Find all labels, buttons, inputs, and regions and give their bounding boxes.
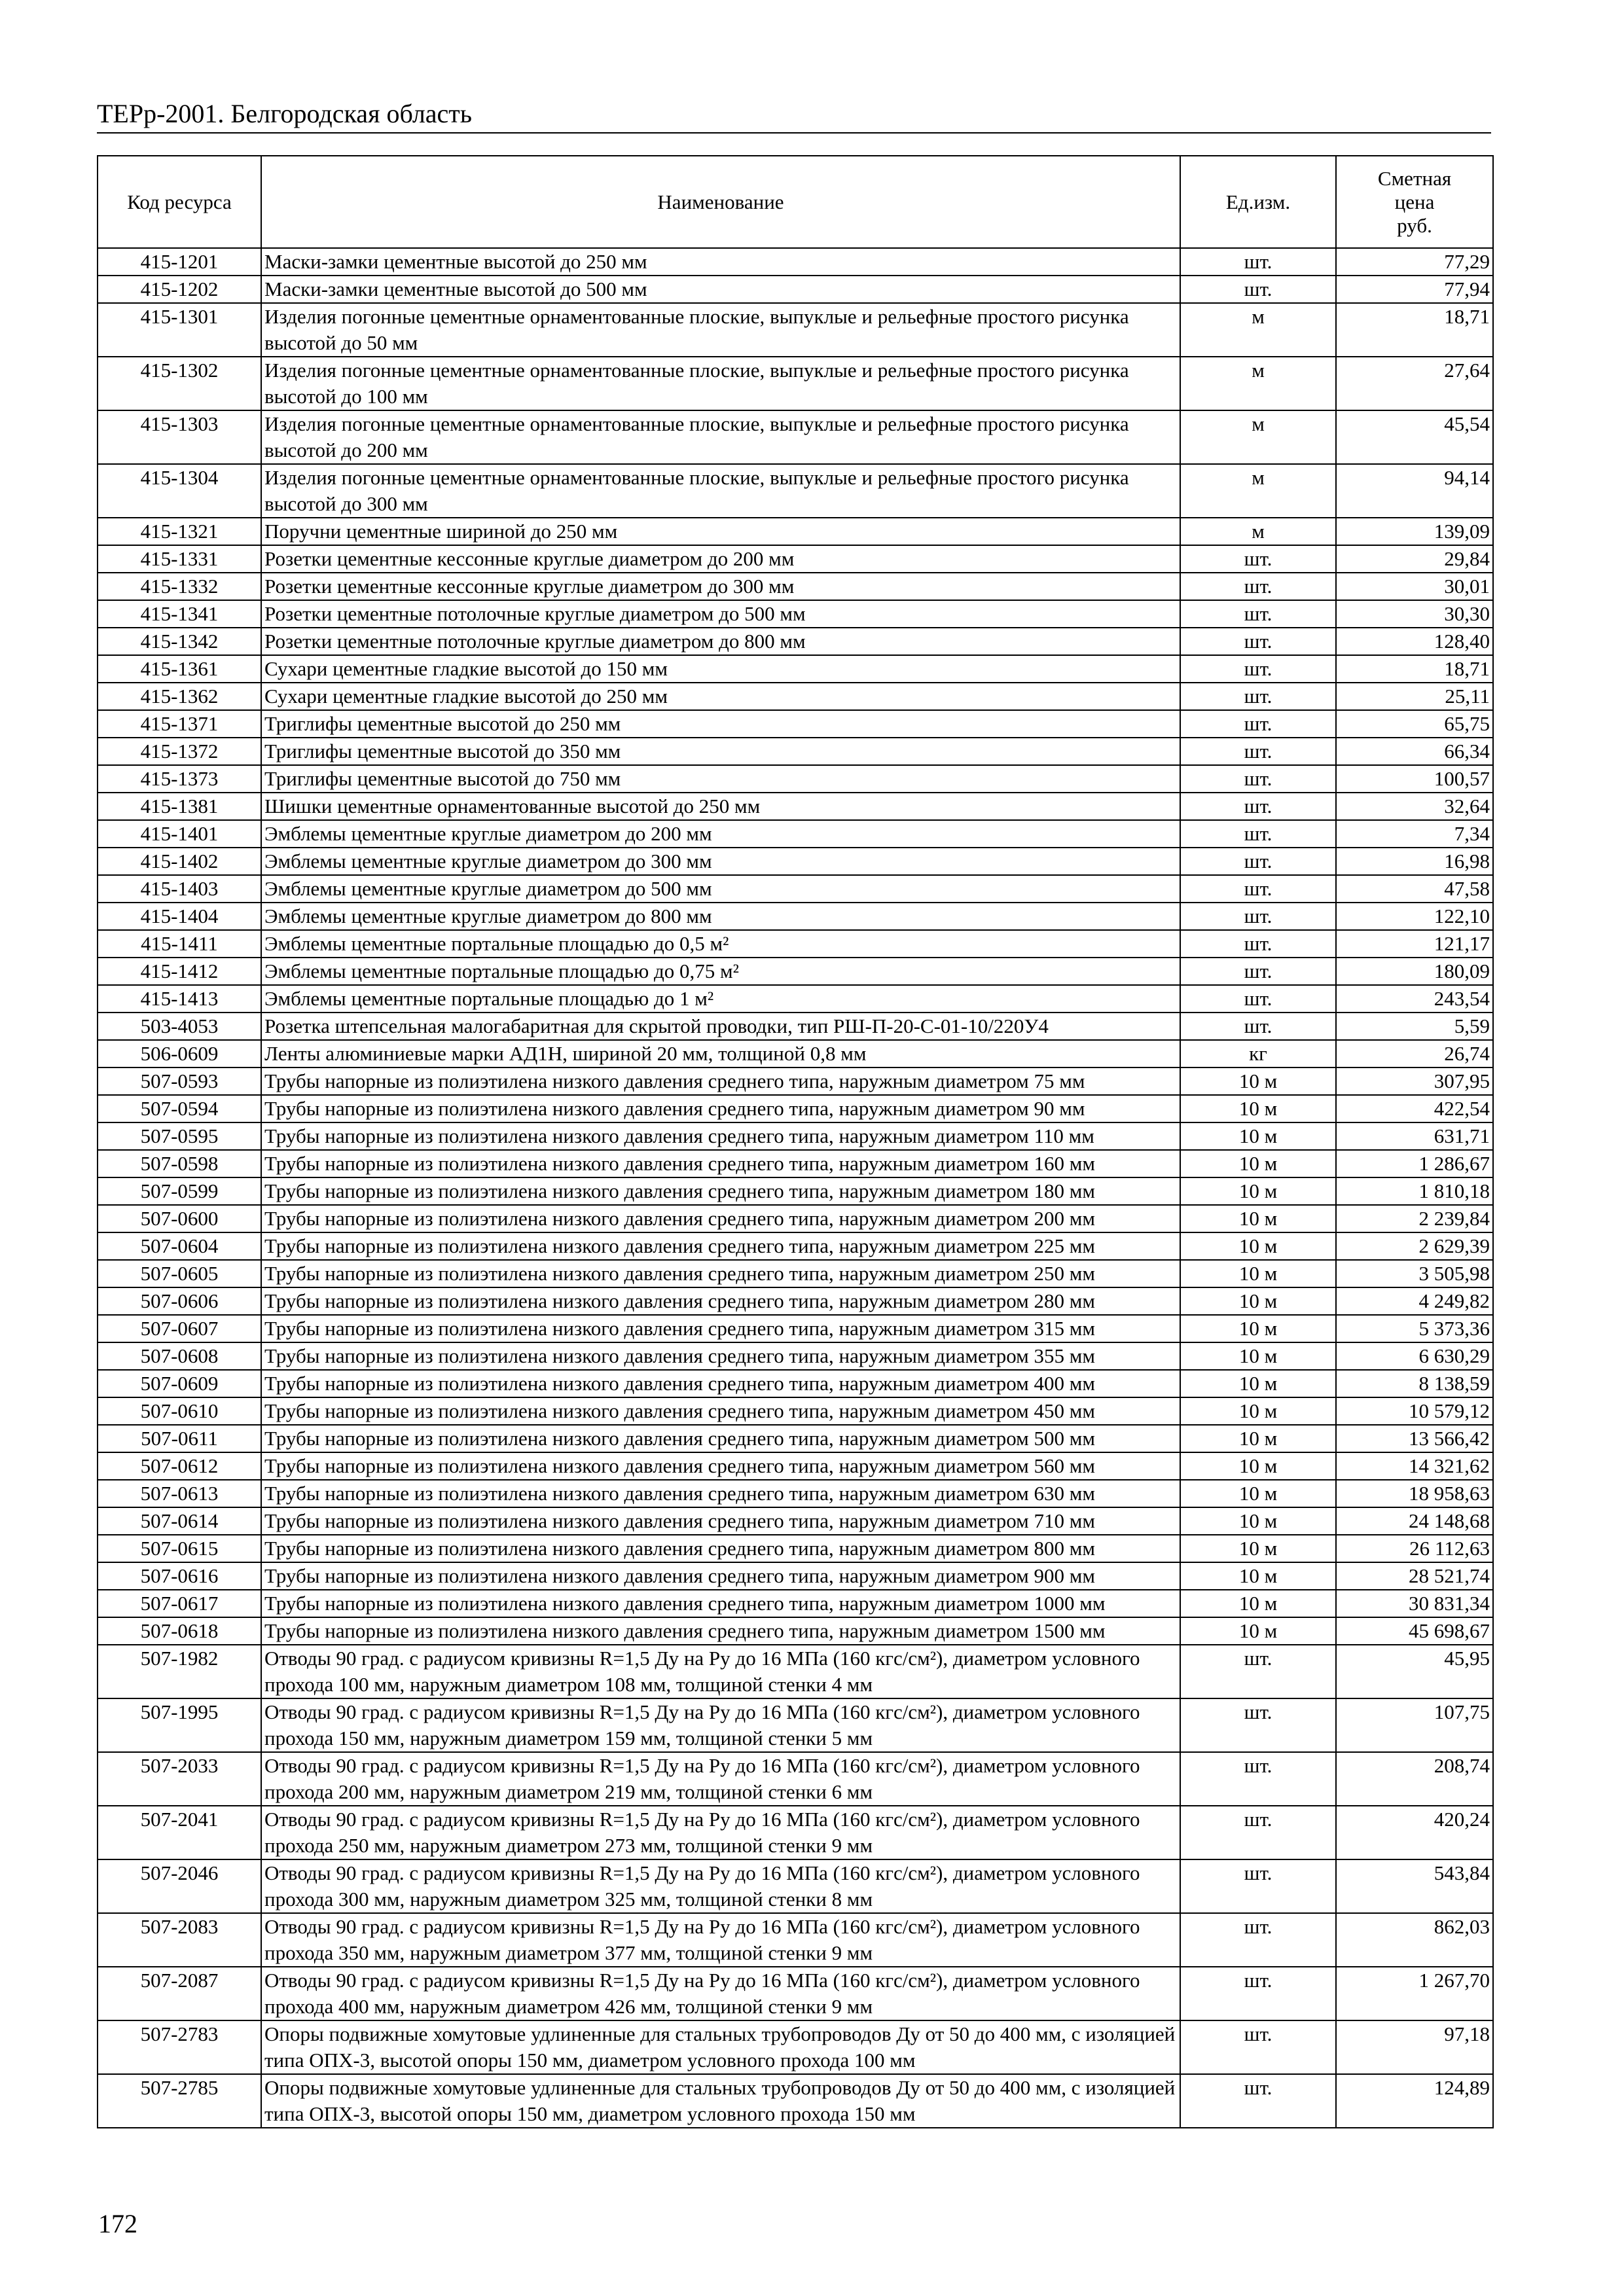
unit-cell: шт. — [1180, 1859, 1336, 1913]
resource-code-cell: 415-1362 — [98, 683, 261, 710]
resource-code-cell: 415-1361 — [98, 655, 261, 683]
resource-name-cell: Изделия погонные цементные орнаментованные плоские, выпуклые и рельефные простого рисунка высотой до 50 мм — [261, 303, 1180, 357]
unit-cell: 10 м — [1180, 1315, 1336, 1342]
table-row — [98, 683, 1493, 710]
unit-cell: 10 м — [1180, 1232, 1336, 1260]
price-cell: 139,09 — [1336, 518, 1493, 545]
unit-cell: м — [1180, 357, 1336, 410]
resource-code-cell: 507-2087 — [98, 1967, 261, 2020]
resource-code-cell: 507-0595 — [98, 1122, 261, 1150]
price-header-line: цена — [1394, 190, 1435, 213]
resource-code-cell: 415-1403 — [98, 875, 261, 903]
resource-name-cell: Поручни цементные шириной до 250 мм — [261, 518, 1180, 545]
unit-cell: 10 м — [1180, 1507, 1336, 1535]
document-title: ТЕРр-2001. Белгородская область — [97, 99, 473, 128]
resource-name-cell: Трубы напорные из полиэтилена низкого давления среднего типа, наружным диаметром 560 мм — [261, 1452, 1180, 1480]
resource-code-cell: 507-0618 — [98, 1617, 261, 1645]
unit-cell: 10 м — [1180, 1425, 1336, 1452]
unit-cell: шт. — [1180, 903, 1336, 930]
resource-name-cell: Шишки цементные орнаментованные высотой до 250 мм — [261, 793, 1180, 820]
resource-code-cell: 507-1982 — [98, 1645, 261, 1698]
resource-code-cell: 415-1332 — [98, 573, 261, 600]
table-row — [98, 410, 1493, 464]
table-row — [98, 1232, 1493, 1260]
resource-code-cell: 507-0604 — [98, 1232, 261, 1260]
resource-code-cell: 507-0598 — [98, 1150, 261, 1177]
table-row — [98, 1122, 1493, 1150]
resource-code-cell: 507-0612 — [98, 1452, 261, 1480]
price-cell: 5,59 — [1336, 1013, 1493, 1040]
price-cell: 32,64 — [1336, 793, 1493, 820]
resource-name-cell: Трубы напорные из полиэтилена низкого давления среднего типа, наружным диаметром 75 мм — [261, 1067, 1180, 1095]
price-cell: 422,54 — [1336, 1095, 1493, 1122]
table-row — [98, 2020, 1493, 2074]
price-cell: 30,30 — [1336, 600, 1493, 628]
unit-cell: шт. — [1180, 765, 1336, 793]
resource-code-cell: 507-0594 — [98, 1095, 261, 1122]
table-row — [98, 793, 1493, 820]
table-row — [98, 1287, 1493, 1315]
price-cell: 128,40 — [1336, 628, 1493, 655]
price-header-line: Сметная — [1377, 166, 1452, 190]
unit-cell: шт. — [1180, 2020, 1336, 2074]
resource-code-cell: 503-4053 — [98, 1013, 261, 1040]
resource-code-cell: 415-1342 — [98, 628, 261, 655]
resource-code-cell: 507-0593 — [98, 1067, 261, 1095]
resource-name-cell: Розетки цементные потолочные круглые диаметром до 500 мм — [261, 600, 1180, 628]
price-cell: 1 810,18 — [1336, 1177, 1493, 1205]
price-cell: 18 958,63 — [1336, 1480, 1493, 1507]
unit-cell: 10 м — [1180, 1067, 1336, 1095]
table-row — [98, 357, 1493, 410]
price-cell: 29,84 — [1336, 545, 1493, 573]
resource-price-table — [97, 155, 1494, 2128]
resource-code-cell: 415-1413 — [98, 985, 261, 1013]
table-row — [98, 628, 1493, 655]
resource-code-cell: 507-0617 — [98, 1590, 261, 1617]
resource-name-cell: Отводы 90 град. с радиусом кривизны R=1,5 Ду на Ру до 16 МПа (160 кгс/см²), диаметром условного прохода 250 мм, наружным диаметром 273 мм, толщиной стенки 9 мм — [261, 1806, 1180, 1859]
resource-code-cell: 415-1321 — [98, 518, 261, 545]
price-cell: 631,71 — [1336, 1122, 1493, 1150]
price-cell: 10 579,12 — [1336, 1397, 1493, 1425]
table-body — [98, 248, 1493, 2128]
resource-code-cell: 415-1202 — [98, 276, 261, 303]
price-cell: 45 698,67 — [1336, 1617, 1493, 1645]
table-row — [98, 1535, 1493, 1562]
resource-name-cell: Трубы напорные из полиэтилена низкого давления среднего типа, наружным диаметром 90 мм — [261, 1095, 1180, 1122]
price-cell: 122,10 — [1336, 903, 1493, 930]
unit-cell: шт. — [1180, 1752, 1336, 1806]
resource-code-cell: 507-2041 — [98, 1806, 261, 1859]
resource-name-cell: Трубы напорные из полиэтилена низкого давления среднего типа, наружным диаметром 200 мм — [261, 1205, 1180, 1232]
price-cell: 45,95 — [1336, 1645, 1493, 1698]
unit-cell: 10 м — [1180, 1095, 1336, 1122]
resource-name-cell: Трубы напорные из полиэтилена низкого давления среднего типа, наружным диаметром 1500 мм — [261, 1617, 1180, 1645]
resource-code-cell: 415-1301 — [98, 303, 261, 357]
unit-cell: 10 м — [1180, 1480, 1336, 1507]
unit-cell: шт. — [1180, 683, 1336, 710]
column-header-name: Наименование — [261, 156, 1180, 248]
table-row — [98, 903, 1493, 930]
price-cell: 180,09 — [1336, 958, 1493, 985]
resource-code-cell: 507-2046 — [98, 1859, 261, 1913]
table-row — [98, 464, 1493, 518]
price-cell: 100,57 — [1336, 765, 1493, 793]
unit-cell: шт. — [1180, 1645, 1336, 1698]
table-row — [98, 1177, 1493, 1205]
table-row — [98, 276, 1493, 303]
resource-name-cell: Трубы напорные из полиэтилена низкого давления среднего типа, наружным диаметром 110 мм — [261, 1122, 1180, 1150]
unit-cell: 10 м — [1180, 1590, 1336, 1617]
table-row — [98, 1645, 1493, 1698]
table-row — [98, 2074, 1493, 2128]
resource-name-cell: Трубы напорные из полиэтилена низкого давления среднего типа, наружным диаметром 160 мм — [261, 1150, 1180, 1177]
table-row — [98, 303, 1493, 357]
price-cell: 28 521,74 — [1336, 1562, 1493, 1590]
resource-code-cell: 415-1373 — [98, 765, 261, 793]
resource-name-cell: Отводы 90 град. с радиусом кривизны R=1,5 Ду на Ру до 16 МПа (160 кгс/см²), диаметром условного прохода 400 мм, наружным диаметром 426 мм, толщиной стенки 9 мм — [261, 1967, 1180, 2020]
table-row — [98, 518, 1493, 545]
resource-name-cell: Эмблемы цементные портальные площадью до 0,75 м² — [261, 958, 1180, 985]
table-row — [98, 1315, 1493, 1342]
unit-cell: шт. — [1180, 820, 1336, 848]
resource-name-cell: Розетка штепсельная малогабаритная для скрытой проводки, тип РШ-П-20-С-01-10/220У4 — [261, 1013, 1180, 1040]
table-row — [98, 765, 1493, 793]
table-row — [98, 1913, 1493, 1967]
unit-cell: м — [1180, 303, 1336, 357]
price-cell: 7,34 — [1336, 820, 1493, 848]
unit-cell: м — [1180, 518, 1336, 545]
table-row — [98, 1752, 1493, 1806]
resource-name-cell: Трубы напорные из полиэтилена низкого давления среднего типа, наружным диаметром 180 мм — [261, 1177, 1180, 1205]
resource-name-cell: Трубы напорные из полиэтилена низкого давления среднего типа, наружным диаметром 250 мм — [261, 1260, 1180, 1287]
resource-name-cell: Отводы 90 град. с радиусом кривизны R=1,5 Ду на Ру до 16 МПа (160 кгс/см²), диаметром условного прохода 150 мм, наружным диаметром 159 мм, толщиной стенки 5 мм — [261, 1698, 1180, 1752]
unit-cell: шт. — [1180, 875, 1336, 903]
resource-code-cell: 415-1331 — [98, 545, 261, 573]
table-row — [98, 1425, 1493, 1452]
resource-code-cell: 507-2785 — [98, 2074, 261, 2128]
resource-code-cell: 507-0607 — [98, 1315, 261, 1342]
unit-cell: шт. — [1180, 1013, 1336, 1040]
resource-name-cell: Маски-замки цементные высотой до 250 мм — [261, 248, 1180, 276]
table-row — [98, 1806, 1493, 1859]
unit-cell: 10 м — [1180, 1397, 1336, 1425]
table-row — [98, 1967, 1493, 2020]
price-cell: 121,17 — [1336, 930, 1493, 958]
price-cell: 2 629,39 — [1336, 1232, 1493, 1260]
page-number: 172 — [98, 2209, 137, 2238]
resource-name-cell: Отводы 90 град. с радиусом кривизны R=1,5 Ду на Ру до 16 МПа (160 кгс/см²), диаметром условного прохода 350 мм, наружным диаметром 377 мм, толщиной стенки 9 мм — [261, 1913, 1180, 1967]
resource-code-cell: 415-1411 — [98, 930, 261, 958]
resource-code-cell: 507-2783 — [98, 2020, 261, 2074]
price-cell: 94,14 — [1336, 464, 1493, 518]
unit-cell: 10 м — [1180, 1122, 1336, 1150]
price-cell: 243,54 — [1336, 985, 1493, 1013]
table-row — [98, 1150, 1493, 1177]
table-row — [98, 600, 1493, 628]
price-cell: 124,89 — [1336, 2074, 1493, 2128]
unit-cell: шт. — [1180, 793, 1336, 820]
resource-name-cell: Эмблемы цементные круглые диаметром до 300 мм — [261, 848, 1180, 875]
resource-name-cell: Изделия погонные цементные орнаментованные плоские, выпуклые и рельефные простого рисунка высотой до 100 мм — [261, 357, 1180, 410]
unit-cell: шт. — [1180, 930, 1336, 958]
table-row — [98, 820, 1493, 848]
resource-name-cell: Трубы напорные из полиэтилена низкого давления среднего типа, наружным диаметром 450 мм — [261, 1397, 1180, 1425]
price-cell: 27,64 — [1336, 357, 1493, 410]
price-cell: 14 321,62 — [1336, 1452, 1493, 1480]
table-row — [98, 710, 1493, 738]
table-row — [98, 1617, 1493, 1645]
unit-cell: шт. — [1180, 985, 1336, 1013]
table-row — [98, 655, 1493, 683]
resource-code-cell: 507-0610 — [98, 1397, 261, 1425]
table-row — [98, 545, 1493, 573]
table-row — [98, 1859, 1493, 1913]
resource-name-cell: Отводы 90 град. с радиусом кривизны R=1,5 Ду на Ру до 16 МПа (160 кгс/см²), диаметром условного прохода 100 мм, наружным диаметром 108 мм, толщиной стенки 4 мм — [261, 1645, 1180, 1698]
table-row — [98, 738, 1493, 765]
price-cell: 77,29 — [1336, 248, 1493, 276]
unit-cell: шт. — [1180, 545, 1336, 573]
resource-code-cell: 415-1402 — [98, 848, 261, 875]
resource-name-cell: Маски-замки цементные высотой до 500 мм — [261, 276, 1180, 303]
resource-name-cell: Эмблемы цементные круглые диаметром до 800 мм — [261, 903, 1180, 930]
unit-cell: шт. — [1180, 1913, 1336, 1967]
page-header — [97, 97, 1491, 134]
table-row — [98, 248, 1493, 276]
resource-name-cell: Трубы напорные из полиэтилена низкого давления среднего типа, наружным диаметром 900 мм — [261, 1562, 1180, 1590]
resource-code-cell: 415-1303 — [98, 410, 261, 464]
price-cell: 13 566,42 — [1336, 1425, 1493, 1452]
unit-cell: м — [1180, 464, 1336, 518]
price-cell: 4 249,82 — [1336, 1287, 1493, 1315]
column-header-unit: Ед.изм. — [1180, 156, 1336, 248]
unit-cell: м — [1180, 410, 1336, 464]
unit-cell: шт. — [1180, 573, 1336, 600]
table-row — [98, 848, 1493, 875]
table-row — [98, 1095, 1493, 1122]
resource-name-cell: Опоры подвижные хомутовые удлиненные для стальных трубопроводов Ду от 50 до 400 мм, с изоляцией типа ОПХ-3, высотой опоры 150 мм, диаметром условного прохода 100 мм — [261, 2020, 1180, 2074]
price-cell: 47,58 — [1336, 875, 1493, 903]
unit-cell: 10 м — [1180, 1260, 1336, 1287]
price-cell: 1 267,70 — [1336, 1967, 1493, 2020]
unit-cell: шт. — [1180, 1967, 1336, 2020]
resource-name-cell: Трубы напорные из полиэтилена низкого давления среднего типа, наружным диаметром 400 мм — [261, 1370, 1180, 1397]
unit-cell: шт. — [1180, 738, 1336, 765]
resource-name-cell: Трубы напорные из полиэтилена низкого давления среднего типа, наружным диаметром 500 мм — [261, 1425, 1180, 1452]
price-cell: 862,03 — [1336, 1913, 1493, 1967]
table-row — [98, 1067, 1493, 1095]
price-cell: 66,34 — [1336, 738, 1493, 765]
resource-code-cell: 507-0600 — [98, 1205, 261, 1232]
resource-name-cell: Сухари цементные гладкие высотой до 150 мм — [261, 655, 1180, 683]
resource-name-cell: Трубы напорные из полиэтилена низкого давления среднего типа, наружным диаметром 225 мм — [261, 1232, 1180, 1260]
table-row — [98, 1480, 1493, 1507]
resource-name-cell: Розетки цементные кессонные круглые диаметром до 300 мм — [261, 573, 1180, 600]
resource-name-cell: Трубы напорные из полиэтилена низкого давления среднего типа, наружным диаметром 315 мм — [261, 1315, 1180, 1342]
resource-code-cell: 507-0616 — [98, 1562, 261, 1590]
table-row — [98, 1590, 1493, 1617]
table-row — [98, 1342, 1493, 1370]
resource-code-cell: 415-1404 — [98, 903, 261, 930]
price-cell: 30 831,34 — [1336, 1590, 1493, 1617]
table-row — [98, 958, 1493, 985]
unit-cell: шт. — [1180, 628, 1336, 655]
price-cell: 1 286,67 — [1336, 1150, 1493, 1177]
price-header-line: руб. — [1397, 213, 1432, 237]
price-cell: 18,71 — [1336, 655, 1493, 683]
resource-code-cell: 507-0605 — [98, 1260, 261, 1287]
table-row — [98, 875, 1493, 903]
unit-cell: шт. — [1180, 958, 1336, 985]
table-row — [98, 930, 1493, 958]
resource-code-cell: 415-1372 — [98, 738, 261, 765]
price-cell: 2 239,84 — [1336, 1205, 1493, 1232]
resource-name-cell: Розетки цементные потолочные круглые диаметром до 800 мм — [261, 628, 1180, 655]
resource-code-cell: 415-1381 — [98, 793, 261, 820]
price-cell: 18,71 — [1336, 303, 1493, 357]
unit-cell: 10 м — [1180, 1342, 1336, 1370]
resource-code-cell: 506-0609 — [98, 1040, 261, 1067]
resource-name-cell: Изделия погонные цементные орнаментованные плоские, выпуклые и рельефные простого рисунка высотой до 300 мм — [261, 464, 1180, 518]
unit-cell: шт. — [1180, 848, 1336, 875]
resource-code-cell: 507-0609 — [98, 1370, 261, 1397]
resource-name-cell: Эмблемы цементные круглые диаметром до 200 мм — [261, 820, 1180, 848]
table-row — [98, 985, 1493, 1013]
resource-code-cell: 507-0606 — [98, 1287, 261, 1315]
price-cell: 26 112,63 — [1336, 1535, 1493, 1562]
unit-cell: 10 м — [1180, 1452, 1336, 1480]
price-cell: 8 138,59 — [1336, 1370, 1493, 1397]
price-cell: 45,54 — [1336, 410, 1493, 464]
resource-code-cell: 507-0615 — [98, 1535, 261, 1562]
resource-code-cell: 507-0614 — [98, 1507, 261, 1535]
resource-code-cell: 415-1304 — [98, 464, 261, 518]
unit-cell: шт. — [1180, 1698, 1336, 1752]
resource-name-cell: Сухари цементные гладкие высотой до 250 мм — [261, 683, 1180, 710]
column-header-code: Код ресурса — [98, 156, 261, 248]
table-row — [98, 1507, 1493, 1535]
table-row — [98, 1205, 1493, 1232]
resource-name-cell: Трубы напорные из полиэтилена низкого давления среднего типа, наружным диаметром 280 мм — [261, 1287, 1180, 1315]
resource-name-cell: Триглифы цементные высотой до 350 мм — [261, 738, 1180, 765]
column-header-price — [1336, 156, 1493, 248]
resource-name-cell: Отводы 90 град. с радиусом кривизны R=1,5 Ду на Ру до 16 МПа (160 кгс/см²), диаметром условного прохода 200 мм, наружным диаметром 219 мм, толщиной стенки 6 мм — [261, 1752, 1180, 1806]
resource-code-cell: 507-0611 — [98, 1425, 261, 1452]
resource-name-cell: Трубы напорные из полиэтилена низкого давления среднего типа, наружным диаметром 630 мм — [261, 1480, 1180, 1507]
resource-code-cell: 415-1341 — [98, 600, 261, 628]
table-row — [98, 1397, 1493, 1425]
resource-name-cell: Эмблемы цементные портальные площадью до 1 м² — [261, 985, 1180, 1013]
price-cell: 5 373,36 — [1336, 1315, 1493, 1342]
table-row — [98, 1013, 1493, 1040]
resource-code-cell: 507-1995 — [98, 1698, 261, 1752]
resource-name-cell: Эмблемы цементные портальные площадью до 0,5 м² — [261, 930, 1180, 958]
price-cell: 208,74 — [1336, 1752, 1493, 1806]
price-cell: 543,84 — [1336, 1859, 1493, 1913]
resource-name-cell: Эмблемы цементные круглые диаметром до 500 мм — [261, 875, 1180, 903]
table-row — [98, 573, 1493, 600]
resource-name-cell: Трубы напорные из полиэтилена низкого давления среднего типа, наружным диаметром 355 мм — [261, 1342, 1180, 1370]
resource-code-cell: 415-1201 — [98, 248, 261, 276]
resource-code-cell: 415-1401 — [98, 820, 261, 848]
price-cell: 24 148,68 — [1336, 1507, 1493, 1535]
unit-cell: шт. — [1180, 600, 1336, 628]
table-row — [98, 1698, 1493, 1752]
resource-name-cell: Ленты алюминиевые марки АД1Н, шириной 20 мм, толщиной 0,8 мм — [261, 1040, 1180, 1067]
table-header-row — [98, 156, 1493, 248]
price-cell: 97,18 — [1336, 2020, 1493, 2074]
price-cell: 307,95 — [1336, 1067, 1493, 1095]
unit-cell: 10 м — [1180, 1150, 1336, 1177]
unit-cell: 10 м — [1180, 1617, 1336, 1645]
unit-cell: шт. — [1180, 2074, 1336, 2128]
resource-code-cell: 507-0608 — [98, 1342, 261, 1370]
resource-name-cell: Трубы напорные из полиэтилена низкого давления среднего типа, наружным диаметром 710 мм — [261, 1507, 1180, 1535]
price-cell: 16,98 — [1336, 848, 1493, 875]
unit-cell: кг — [1180, 1040, 1336, 1067]
unit-cell: шт. — [1180, 655, 1336, 683]
price-cell: 26,74 — [1336, 1040, 1493, 1067]
unit-cell: шт. — [1180, 276, 1336, 303]
unit-cell: 10 м — [1180, 1370, 1336, 1397]
resource-name-cell: Розетки цементные кессонные круглые диаметром до 200 мм — [261, 545, 1180, 573]
price-cell: 6 630,29 — [1336, 1342, 1493, 1370]
resource-name-cell: Отводы 90 град. с радиусом кривизны R=1,5 Ду на Ру до 16 МПа (160 кгс/см²), диаметром условного прохода 300 мм, наружным диаметром 325 мм, толщиной стенки 8 мм — [261, 1859, 1180, 1913]
price-cell: 65,75 — [1336, 710, 1493, 738]
resource-name-cell: Трубы напорные из полиэтилена низкого давления среднего типа, наружным диаметром 800 мм — [261, 1535, 1180, 1562]
table-row — [98, 1040, 1493, 1067]
unit-cell: 10 м — [1180, 1287, 1336, 1315]
price-cell: 420,24 — [1336, 1806, 1493, 1859]
resource-name-cell: Трубы напорные из полиэтилена низкого давления среднего типа, наружным диаметром 1000 мм — [261, 1590, 1180, 1617]
unit-cell: 10 м — [1180, 1535, 1336, 1562]
price-cell: 30,01 — [1336, 573, 1493, 600]
unit-cell: 10 м — [1180, 1205, 1336, 1232]
resource-code-cell: 415-1412 — [98, 958, 261, 985]
unit-cell: шт. — [1180, 248, 1336, 276]
table-row — [98, 1562, 1493, 1590]
price-cell: 25,11 — [1336, 683, 1493, 710]
resource-name-cell: Опоры подвижные хомутовые удлиненные для стальных трубопроводов Ду от 50 до 400 мм, с изоляцией типа ОПХ-3, высотой опоры 150 мм, диаметром условного прохода 150 мм — [261, 2074, 1180, 2128]
table-row — [98, 1452, 1493, 1480]
price-cell: 107,75 — [1336, 1698, 1493, 1752]
price-cell: 3 505,98 — [1336, 1260, 1493, 1287]
unit-cell: шт. — [1180, 710, 1336, 738]
table-row — [98, 1370, 1493, 1397]
resource-code-cell: 415-1371 — [98, 710, 261, 738]
unit-cell: 10 м — [1180, 1177, 1336, 1205]
resource-code-cell: 415-1302 — [98, 357, 261, 410]
resource-code-cell: 507-2033 — [98, 1752, 261, 1806]
resource-code-cell: 507-0599 — [98, 1177, 261, 1205]
resource-name-cell: Триглифы цементные высотой до 250 мм — [261, 710, 1180, 738]
unit-cell: 10 м — [1180, 1562, 1336, 1590]
price-cell: 77,94 — [1336, 276, 1493, 303]
resource-name-cell: Изделия погонные цементные орнаментованные плоские, выпуклые и рельефные простого рисунка высотой до 200 мм — [261, 410, 1180, 464]
resource-code-cell: 507-2083 — [98, 1913, 261, 1967]
resource-code-cell: 507-0613 — [98, 1480, 261, 1507]
unit-cell: шт. — [1180, 1806, 1336, 1859]
resource-name-cell: Триглифы цементные высотой до 750 мм — [261, 765, 1180, 793]
table-row — [98, 1260, 1493, 1287]
